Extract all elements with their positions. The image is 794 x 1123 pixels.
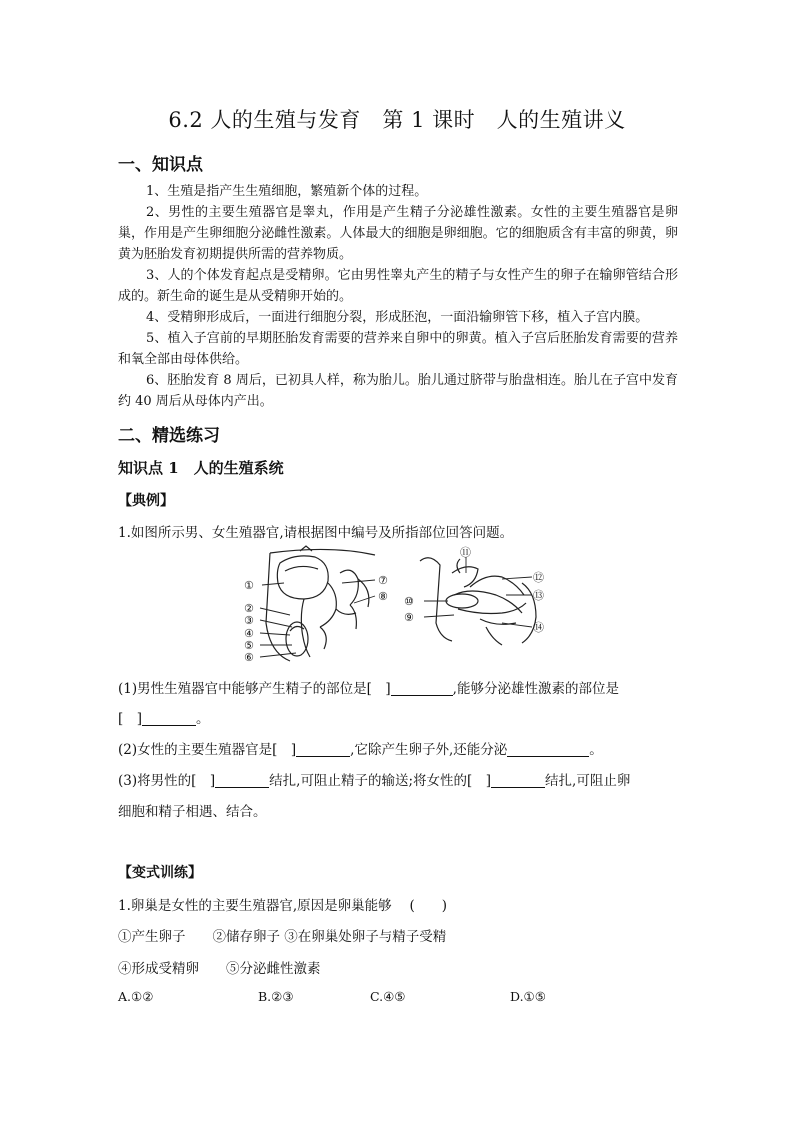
label-12: ⑫ (533, 571, 544, 584)
label-13: ⑬ (533, 589, 544, 602)
knowledge-point-2: 2、男性的主要生殖器官是睾丸，作用是产生精子分泌雄性激素。女性的主要生殖器官是卵巢，作用是产生卵细胞分泌雌性激素。人体最大的细胞是卵细胞。它的细胞质含有丰富的卵黄，卵黄为胚胎发育初期提供所需的营养物质。 (118, 205, 678, 262)
sub2-text-b: ,它除产生卵子外,还能分泌 (350, 742, 508, 758)
male-organ-diagram (266, 546, 375, 661)
answer-blank[interactable] (142, 710, 196, 726)
label-9: ⑨ (404, 611, 414, 624)
answer-blank[interactable] (296, 741, 350, 757)
sub-question-3-cont: 细胞和精子相遇、结合。 (118, 804, 267, 820)
sub1-text-b: ,能够分泌雄性激素的部位是 (452, 681, 619, 697)
sub1-text-c: [ ] (118, 711, 143, 727)
sub2-text-c: 。 (589, 742, 603, 758)
example-tag: 【典例】 (118, 493, 174, 509)
sub1-text-d: 。 (196, 711, 210, 727)
label-2: ② (244, 602, 254, 615)
section-heading-practice: 二、精选练习 (118, 426, 220, 446)
variant-options-line-2: ④形成受精卵 ⑤分泌雌性激素 (118, 961, 321, 977)
sub-question-2 (118, 738, 603, 758)
choice-a[interactable]: A.①② (118, 989, 154, 1004)
sub-question-3 (118, 769, 630, 789)
knowledge-point-6: 6、胚胎发育 8 周后，已初具人样，称为胎儿。胎儿通过脐带与胎盘相连。胎儿在子宫中发育约 40 周后从母体内产出。 (118, 373, 678, 409)
female-labels (404, 546, 544, 634)
label-10: ⑩ (404, 595, 414, 608)
page-title: 6.2 人的生殖与发育 第 1 课时 人的生殖讲义 (168, 108, 626, 132)
answer-blank[interactable] (507, 741, 589, 757)
reproductive-organs-figure (240, 543, 560, 668)
knowledge-point-3: 3、人的个体发育起点是受精卵。它由男性睾丸产生的精子与女性产生的卵子在输卵管结合形成的。新生命的诞生是从受精卵开始的。 (118, 268, 678, 304)
knowledge-point-5: 5、植入子宫前的早期胚胎发育需要的营养来自卵中的卵黄。植入子宫后胚胎发育需要的营养和氧全部由母体供给。 (118, 331, 678, 367)
section-heading-knowledge: 一、知识点 (118, 155, 203, 175)
sub-question-1 (118, 677, 619, 697)
variant-question-1: 1.卵巢是女性的主要生殖器官,原因是卵巢能够 ( ) (118, 898, 447, 914)
knowledge-point-1: 1、生殖是指产生生殖细胞，繁殖新个体的过程。 (146, 184, 428, 199)
label-8: ⑧ (378, 590, 388, 603)
question-1: 1.如图所示男、女生殖器官,请根据图中编号及所指部位回答问题。 (118, 525, 514, 541)
variant-tag: 【变式训练】 (118, 865, 202, 881)
sub3-text-c: 结扎,可阻止卵 (545, 773, 631, 789)
sub3-text-a: (3)将男性的[ ] (118, 773, 216, 789)
label-1: ① (244, 579, 254, 592)
label-14: ⑭ (533, 621, 544, 634)
label-3: ③ (244, 614, 254, 627)
sub2-text-a: (2)女性的主要生殖器官是[ ] (118, 742, 297, 758)
answer-blank[interactable] (391, 680, 453, 696)
label-11: ⑪ (460, 546, 471, 559)
sub1-text-a: (1)男性生殖器官中能够产生精子的部位是[ ] (118, 681, 391, 697)
sub-question-1-cont (118, 707, 210, 727)
variant-options-line-1: ①产生卵子 ②储存卵子 ③在卵巢处卵子与精子受精 (118, 929, 447, 945)
choice-c[interactable]: C.④⑤ (370, 989, 406, 1004)
label-6: ⑥ (244, 651, 254, 664)
knowledge-point-4: 4、受精卵形成后，一面进行细胞分裂，形成胚泡，一面沿输卵管下移，植入子宫内膜。 (146, 310, 649, 325)
choice-d[interactable]: D.①⑤ (510, 989, 546, 1004)
label-4: ④ (244, 627, 254, 640)
label-5: ⑤ (244, 639, 254, 652)
answer-blank[interactable] (215, 772, 269, 788)
answer-blank[interactable] (491, 772, 545, 788)
label-7: ⑦ (378, 574, 388, 587)
choice-b[interactable]: B.②③ (258, 989, 294, 1004)
sub3-text-b: 结扎,可阻止精子的输送;将女性的[ ] (269, 773, 492, 789)
knowledge-subheading: 知识点 1 人的生殖系统 (118, 459, 284, 477)
